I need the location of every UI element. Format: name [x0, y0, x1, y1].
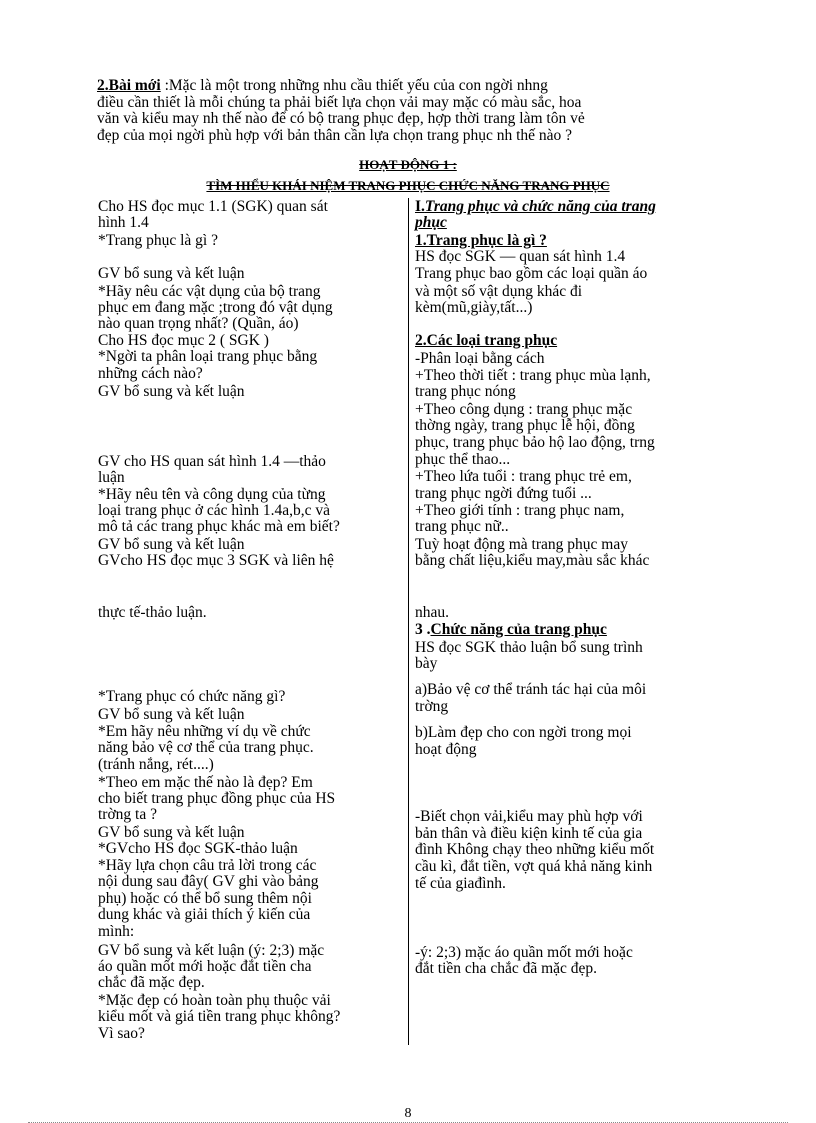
right-line: Tuỳ hoạt động mà trang phục may: [415, 536, 628, 553]
left-line: (tránh nắng, rét....): [98, 756, 214, 773]
right-line: cầu kì, đắt tiền, vợt quá khả năng kinh: [415, 858, 653, 875]
page-number: 8: [404, 1106, 412, 1121]
left-line: GV bổ sung và kết luận: [98, 824, 245, 841]
left-line: *Theo em mặc thế nào là đẹp? Em: [98, 774, 313, 791]
left-line: *Hãy nêu tên và công dụng của từng: [98, 486, 326, 503]
left-line: *Trang phục là gì ?: [98, 232, 218, 249]
left-line: GV bổ sung và kết luận: [98, 383, 245, 400]
right-line: +Theo công dụng : trang phục mặc: [415, 401, 633, 418]
left-line: GV bổ sung và kết luận (ý: 2;3) mặc: [98, 942, 325, 959]
activity-title: HOẠT ĐỘNG 1 :: [359, 157, 457, 172]
left-line: mô tả các trang phục khác mà em biết?: [98, 518, 340, 535]
right-line: tế của giađình.: [415, 875, 506, 892]
activity-subtitle: TÌM HIỂU KHÁI NIỆM TRANG PHỤC CHỨC NĂNG TRANG PHỤC: [206, 178, 610, 193]
left-line: *Hãy nêu các vật dụng của bộ trang: [98, 283, 321, 300]
intro-paragraph: [97, 78, 737, 144]
right-line: +Theo giới tính : trang phục nam,: [415, 502, 625, 519]
subheading-2: 2.Các loại trang phục: [415, 332, 558, 349]
right-line: bản thân và điều kiện kinh tế của gia: [415, 825, 643, 842]
intro-line: :Mặc là một trong những nhu cầu thiết yếu của con ngời nhng: [160, 77, 548, 94]
left-line: mình:: [98, 923, 135, 940]
left-line: hình 1.4: [98, 214, 149, 231]
left-line: *Mặc đẹp có hoàn toàn phụ thuộc vải: [98, 992, 331, 1009]
right-line: +Theo thời tiết : trang phục mùa lạnh,: [415, 367, 651, 384]
right-line: phục thể thao...: [415, 451, 511, 468]
left-line: *GVcho HS đọc SGK-thảo luận: [98, 840, 298, 857]
right-line: -Biết chọn vải,kiểu may phù hợp với: [415, 808, 643, 825]
left-line: loại trang phục ở các hình 1.4a,b,c và: [98, 502, 331, 519]
subheading-3: [415, 622, 607, 638]
left-line: GV cho HS quan sát hình 1.4 —thảo: [98, 453, 326, 470]
right-line: Trang phục bao gồm các loại quần áo: [415, 265, 648, 282]
left-line: Vì sao?: [98, 1025, 145, 1042]
right-line: +Theo lứa tuổi : trang phục trẻ em,: [415, 468, 632, 485]
right-line: trờng: [415, 698, 449, 715]
right-line: -Phân loại bằng cách: [415, 350, 545, 367]
left-line: phụ) hoặc có thể bổ sung thêm nội: [98, 890, 312, 907]
right-line: và một số vật dụng khác đi: [415, 283, 583, 300]
left-line: *Em hãy nêu những ví dụ về chức: [98, 723, 311, 740]
intro-lead: 2.Bài mới: [97, 77, 161, 94]
left-line: phục em đang mặc ;trong đó vật dụng: [98, 299, 333, 316]
left-line: những cách nào?: [98, 365, 203, 382]
right-line: đình Không chạy theo những kiểu mốt: [415, 841, 655, 858]
right-line: đắt tiền cha chắc đã mặc đẹp.: [415, 960, 598, 977]
left-line: cho biết trang phục đồng phục của HS: [98, 790, 336, 807]
right-line: a)Bảo vệ cơ thể tránh tác hại của môi: [415, 681, 647, 698]
left-line: GVcho HS đọc mục 3 SGK và liên hệ: [98, 552, 334, 569]
right-line: phục, trang phục bảo hộ lao động, trng: [415, 434, 655, 451]
left-line: năng bảo vệ cơ thể của trang phục.: [98, 739, 314, 756]
left-line: dung khác và giải thích ý kiến của: [98, 906, 311, 923]
right-line: trang phục ngời đứng tuổi ...: [415, 485, 592, 502]
right-line: bằng chất liệu,kiểu may,màu sắc khác: [415, 552, 650, 569]
section-heading-1-prefix: I.: [415, 198, 425, 215]
left-line: trờng ta ?: [98, 806, 157, 823]
left-line: kiểu mốt và giá tiền trang phục không?: [98, 1008, 341, 1025]
left-line: luận: [98, 469, 125, 486]
right-line: bày: [415, 655, 438, 672]
intro-line: văn và kiểu may nh thế nào để có bộ trang phục đẹp, hợp thời trang làm tôn vẻ: [97, 110, 585, 127]
subheading-1: 1.Trang phục là gì ?: [415, 232, 547, 249]
left-line: nào quan trọng nhất? (Quần, áo): [98, 315, 299, 332]
right-line: nhau.: [415, 604, 450, 621]
intro-line: điều cần thiết là mỗi chúng ta phải biết lựa chọn vải may mặc có màu sắc, hoa: [97, 93, 582, 111]
right-line: b)Làm đẹp cho con ngời trong mọi: [415, 724, 632, 741]
right-line: thờng ngày, trang phục lễ hội, đồng: [415, 417, 635, 434]
right-line: trang phục nóng: [415, 383, 516, 400]
right-line: kèm(mũ,giày,tất...): [415, 299, 533, 316]
left-line: Cho HS đọc mục 1.1 (SGK) quan sát: [98, 198, 328, 215]
left-line: *Hãy lựa chọn câu trả lời trong các: [98, 857, 317, 874]
left-line: *Ngời ta phân loại trang phục bằng: [98, 348, 318, 365]
left-line: áo quần mốt mới hoặc đắt tiền cha: [98, 958, 312, 975]
right-line: hoạt động: [415, 741, 477, 758]
subheading-3-prefix: 3 .: [415, 621, 431, 638]
left-line: thực tế-thảo luận.: [98, 604, 207, 621]
section-heading-1-text: Trang phục và chức năng của trang: [424, 198, 656, 215]
left-line: GV bổ sung và kết luận: [98, 706, 245, 723]
right-line: HS đọc SGK — quan sát hình 1.4: [415, 248, 626, 265]
left-line: chắc đã mặc đẹp.: [98, 974, 205, 991]
left-line: Cho HS đọc mục 2 ( SGK ): [98, 332, 269, 349]
column-divider: [408, 198, 409, 1045]
left-line: GV bổ sung và kết luận: [98, 536, 245, 553]
right-line: trang phục nữ..: [415, 518, 509, 535]
right-line: -ý: 2;3) mặc áo quần mốt mới hoặc: [415, 944, 633, 961]
subheading-3-text: Chức năng của trang phục: [430, 621, 607, 638]
intro-line: đẹp của mọi ngời phù hợp với bản thân cần lựa chọn trang phục nh thế nào ?: [97, 126, 573, 144]
section-heading-1: [415, 199, 656, 215]
section-heading-1-cont: phục: [415, 214, 447, 231]
right-line: HS đọc SGK thảo luận bổ sung trình: [415, 639, 643, 656]
left-line: *Trang phục có chức năng gì?: [98, 688, 286, 705]
left-line: nội dung sau đây( GV ghi vào bảng: [98, 873, 319, 890]
left-line: GV bổ sung và kết luận: [98, 265, 245, 282]
